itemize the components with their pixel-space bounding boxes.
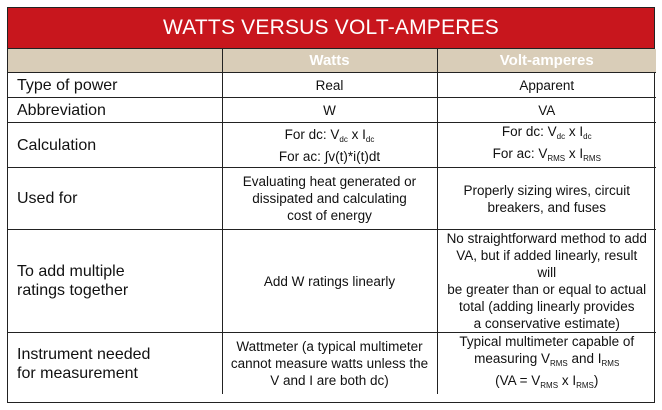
watts-cell: Real bbox=[222, 73, 437, 98]
formula-line: For dc: $V_{dc}$ x $I_{dc}$ bbox=[501, 124, 592, 141]
table-title: WATTS VERSUS VOLT-AMPERES bbox=[8, 8, 654, 49]
table-row bbox=[8, 73, 656, 98]
va-cell: No straightforward method to add VA, but if added linearly, result will be greater than or equal to actual total (adding linearly provides a conservative estimate) bbox=[437, 230, 656, 333]
watts-cell: Add W ratings linearly bbox=[222, 230, 437, 333]
header-blank bbox=[8, 49, 222, 73]
table-row bbox=[8, 168, 656, 230]
row-label: Abbreviation bbox=[8, 98, 222, 123]
comparison-table bbox=[8, 49, 656, 394]
header-watts: Watts bbox=[222, 49, 437, 73]
watts-cell: W bbox=[222, 98, 437, 123]
table-row bbox=[8, 230, 656, 333]
watts-cell: Wattmeter (a typical multimeter cannot measure watts unless the V and I are both dc) bbox=[222, 333, 437, 395]
table-row bbox=[8, 333, 656, 395]
va-cell: Apparent bbox=[437, 73, 656, 98]
formula-line: For ac: ∫v(t)*i(t)dt bbox=[278, 148, 381, 164]
table-row bbox=[8, 123, 656, 168]
watts-cell: Evaluating heat generated or dissipated and calculating cost of energy bbox=[222, 168, 437, 230]
comparison-table-frame bbox=[7, 7, 655, 403]
watts-cell bbox=[222, 123, 437, 168]
va-cell: VA bbox=[437, 98, 656, 123]
va-cell: Properly sizing wires, circuit breakers, and fuses bbox=[437, 168, 656, 230]
va-cell: Typical multimeter capable of measuring $V_{RMS}$ and $I_{RMS}$ ($VA = V_{RMS}$ x $I_{RMS}$) bbox=[437, 333, 656, 395]
formula-line: For dc: $V_{dc}$ x $I_{dc}$ bbox=[284, 126, 375, 144]
va-cell bbox=[437, 123, 656, 168]
row-label: To add multiple ratings together bbox=[8, 230, 222, 333]
table-row bbox=[8, 98, 656, 123]
row-label: Type of power bbox=[8, 73, 222, 98]
header-row bbox=[8, 49, 656, 73]
row-label: Calculation bbox=[8, 123, 222, 168]
header-volt-amperes: Volt-amperes bbox=[437, 49, 656, 73]
row-label: Instrument needed for measurement bbox=[8, 333, 222, 395]
formula-line: For ac: $V_{RMS}$ x $I_{RMS}$ bbox=[492, 146, 601, 163]
row-label: Used for bbox=[8, 168, 222, 230]
